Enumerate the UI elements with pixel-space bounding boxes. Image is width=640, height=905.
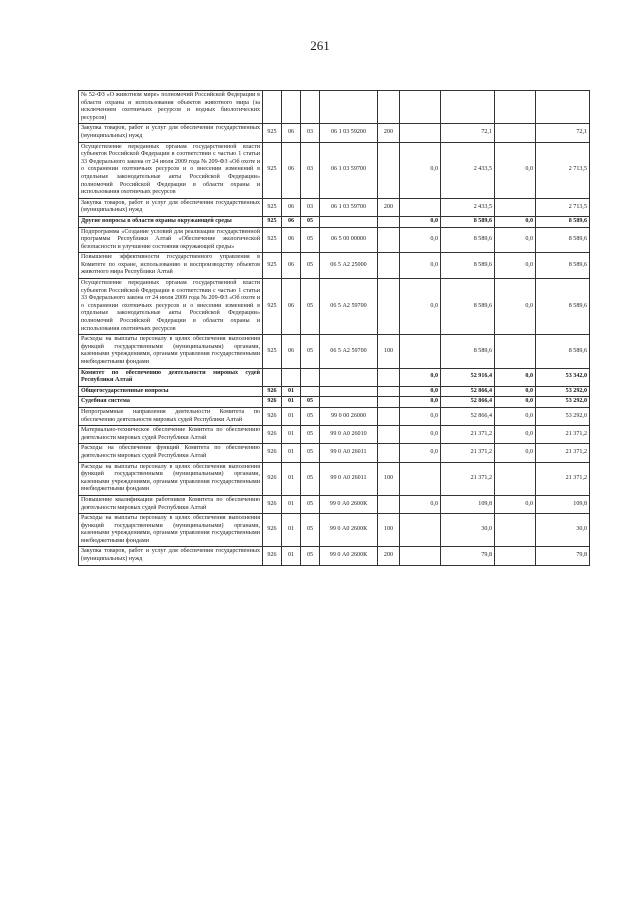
cell-amount-3: 0,0 [495,444,536,462]
cell-section-code: 06 [282,142,301,198]
cell-target-code: 99 0 А0 26010 [320,426,378,444]
cell-name: Другие вопросы в области охраны окружающей среды [79,216,263,227]
table-row [79,91,590,124]
cell-expense-type-code: 100 [378,514,400,547]
cell-target-code: 99 0 А0 2600К [320,495,378,513]
cell-subsection-code: 05 [301,216,320,227]
cell-amount-4: 53 292,0 [536,407,590,425]
cell-amount-1: 0,0 [400,386,441,397]
cell-subsection-code: 05 [301,335,320,368]
cell-amount-2: 79,8 [441,547,495,565]
cell-name: Повышение эффективности государственного управления в Комитете по охране, использованию и воспроизводству объектов животного мира Республики Алтай [79,253,263,279]
cell-expense-type-code [378,91,400,124]
cell-subsection-code: 05 [301,407,320,425]
cell-amount-3: 0,0 [495,426,536,444]
cell-admin-code: 925 [263,253,282,279]
cell-amount-2: 52 916,4 [441,368,495,386]
cell-admin-code: 926 [263,547,282,565]
table-row [79,514,590,547]
table-row [79,397,590,408]
table-row [79,495,590,513]
table-row [79,279,590,335]
cell-amount-1 [400,462,441,495]
cell-expense-type-code [378,142,400,198]
cell-amount-3: 0,0 [495,397,536,408]
cell-subsection-code: 05 [301,397,320,408]
cell-amount-2: 21 371,2 [441,444,495,462]
cell-admin-code: 926 [263,495,282,513]
table-row [79,444,590,462]
cell-amount-2: 109,8 [441,495,495,513]
cell-amount-3: 0,0 [495,227,536,253]
cell-subsection-code: 05 [301,495,320,513]
cell-expense-type-code: 100 [378,462,400,495]
cell-section-code [282,91,301,124]
cell-amount-1 [400,91,441,124]
cell-amount-1: 0,0 [400,216,441,227]
cell-amount-1: 0,0 [400,142,441,198]
cell-amount-4: 109,8 [536,495,590,513]
cell-amount-3: 0,0 [495,407,536,425]
cell-section-code: 06 [282,124,301,142]
cell-amount-3 [495,198,536,216]
cell-admin-code: 925 [263,335,282,368]
cell-amount-2: 52 866,4 [441,386,495,397]
cell-name: Судебная система [79,397,263,408]
cell-target-code: 99 0 А0 2600К [320,514,378,547]
cell-amount-4: 21 371,2 [536,462,590,495]
cell-subsection-code: 05 [301,426,320,444]
cell-expense-type-code: 100 [378,335,400,368]
table-row [79,426,590,444]
cell-amount-2: 8 589,6 [441,279,495,335]
cell-amount-2: 30,0 [441,514,495,547]
cell-admin-code: 925 [263,216,282,227]
cell-amount-4: 53 342,0 [536,368,590,386]
cell-amount-1 [400,198,441,216]
cell-name: Непрограммные направления деятельности Комитета по обеспечению деятельности мировых судей Республики Алтай [79,407,263,425]
cell-amount-1: 0,0 [400,227,441,253]
table-row [79,386,590,397]
cell-section-code: 01 [282,462,301,495]
cell-name: Повышение квалификации работников Комитета по обеспечению деятельности мировых судей Республики Алтай [79,495,263,513]
cell-amount-3 [495,335,536,368]
cell-name: Расходы на выплаты персоналу в целях обеспечения выполнения функций государственными (муниципальными) органами, казенными учреждениями, органами управления государственными внебюджетными фондами [79,514,263,547]
cell-admin-code: 925 [263,198,282,216]
cell-amount-4: 2 713,5 [536,198,590,216]
cell-target-code [320,368,378,386]
cell-amount-1: 0,0 [400,495,441,513]
cell-subsection-code: 05 [301,279,320,335]
cell-admin-code: 925 [263,279,282,335]
cell-target-code [320,91,378,124]
cell-amount-2: 21 371,2 [441,462,495,495]
cell-amount-2: 8 589,6 [441,253,495,279]
cell-amount-2: 72,1 [441,124,495,142]
cell-target-code: 99 0 А0 2600К [320,547,378,565]
cell-amount-4: 8 589,6 [536,216,590,227]
cell-admin-code: 926 [263,462,282,495]
cell-amount-4: 21 371,2 [536,444,590,462]
cell-name: Закупка товаров, работ и услуг для обеспечения государственных (муниципальных) нужд [79,547,263,565]
cell-section-code: 01 [282,444,301,462]
cell-amount-2: 21 371,2 [441,426,495,444]
cell-name: Материально-техническое обеспечение Комитета по обеспечению деятельности мировых судей Республики Алтай [79,426,263,444]
cell-subsection-code [301,386,320,397]
cell-name: Осуществление переданных органам государственной власти субъектов Российской Федерации в соответствии с частью 1 статьи 33 Федерального закона от 24 июля 2009 года № 209-ФЗ «Об охоте и о сохранении охотничьих ресурсов и о внесении изменений в отдельные законодательные акты Российской Федерации» полномочий Российской Федерации в области охраны и использования охотничьих ресурсов [79,142,263,198]
cell-target-code: 99 0 А0 26011 [320,462,378,495]
cell-amount-4: 8 589,6 [536,253,590,279]
cell-amount-3: 0,0 [495,253,536,279]
cell-admin-code: 925 [263,142,282,198]
cell-subsection-code: 05 [301,227,320,253]
cell-expense-type-code: 200 [378,198,400,216]
cell-admin-code: 925 [263,227,282,253]
cell-amount-1 [400,514,441,547]
cell-expense-type-code [378,426,400,444]
cell-amount-1: 0,0 [400,253,441,279]
cell-admin-code: 926 [263,397,282,408]
cell-expense-type-code [378,227,400,253]
cell-subsection-code: 05 [301,514,320,547]
cell-section-code: 01 [282,397,301,408]
cell-amount-2: 2 433,5 [441,142,495,198]
cell-amount-4: 79,8 [536,547,590,565]
cell-amount-3: 0,0 [495,495,536,513]
cell-admin-code: 926 [263,407,282,425]
cell-name: Расходы на обеспечение функций Комитета по обеспечению деятельности мировых судей Республики Алтай [79,444,263,462]
cell-target-code [320,397,378,408]
cell-expense-type-code [378,397,400,408]
cell-expense-type-code [378,386,400,397]
cell-amount-1: 0,0 [400,444,441,462]
cell-amount-4: 8 589,6 [536,227,590,253]
cell-section-code: 06 [282,335,301,368]
cell-name: Расходы на выплаты персоналу в целях обеспечения выполнения функций государственными (муниципальными) органами, казенными учреждениями, органами управления государственными внебюджетными фондами [79,335,263,368]
cell-target-code: 06 5 00 00000 [320,227,378,253]
cell-target-code: 06 5 А2 59700 [320,279,378,335]
cell-target-code: 06 1 03 59200 [320,124,378,142]
cell-target-code: 06 1 03 59700 [320,142,378,198]
cell-section-code: 06 [282,198,301,216]
cell-amount-4: 2 713,5 [536,142,590,198]
cell-amount-2: 52 866,4 [441,407,495,425]
cell-amount-3: 0,0 [495,216,536,227]
cell-subsection-code [301,368,320,386]
cell-section-code: 01 [282,407,301,425]
cell-amount-2: 2 433,5 [441,198,495,216]
cell-amount-3: 0,0 [495,279,536,335]
cell-amount-1 [400,335,441,368]
cell-amount-1 [400,547,441,565]
cell-name: Расходы на выплаты персоналу в целях обеспечения выполнения функций государственными (муниципальными) органами, казенными учреждениями, органами управления государственными внебюджетными фондами [79,462,263,495]
cell-amount-2: 8 589,6 [441,216,495,227]
cell-expense-type-code [378,216,400,227]
cell-expense-type-code [378,279,400,335]
cell-section-code: 01 [282,426,301,444]
cell-name: Общегосударственные вопросы [79,386,263,397]
cell-amount-1: 0,0 [400,368,441,386]
table-row [79,368,590,386]
cell-amount-3 [495,462,536,495]
cell-section-code: 01 [282,386,301,397]
cell-subsection-code: 05 [301,444,320,462]
cell-name: Осуществление переданных органам государственной власти субъектов Российской Федерации в соответствии с частью 1 статьи 33 Федерального закона от 24 июля 2009 года № 209-ФЗ «Об охоте и о сохранении охотничьих ресурсов и о внесении изменений в отдельные законодательные акты Российской Федерации» полномочий Российской Федерации в области охраны и использования охотничьих ресурсов [79,279,263,335]
cell-target-code [320,386,378,397]
budget-table [78,90,590,566]
table-row [79,124,590,142]
table-row [79,142,590,198]
cell-amount-1: 0,0 [400,279,441,335]
cell-admin-code: 926 [263,514,282,547]
cell-section-code: 06 [282,216,301,227]
cell-name: Закупка товаров, работ и услуг для обеспечения государственных (муниципальных) нужд [79,124,263,142]
cell-subsection-code: 03 [301,198,320,216]
cell-amount-4: 21 371,2 [536,426,590,444]
cell-target-code: 99 0 А0 26011 [320,444,378,462]
cell-target-code: 99 0 00 26000 [320,407,378,425]
cell-amount-1: 0,0 [400,407,441,425]
cell-amount-3 [495,514,536,547]
cell-section-code: 01 [282,495,301,513]
cell-expense-type-code [378,407,400,425]
cell-expense-type-code: 200 [378,124,400,142]
cell-amount-4: 72,1 [536,124,590,142]
cell-target-code: 06 5 А2 25000 [320,253,378,279]
cell-target-code: 06 5 А2 59700 [320,335,378,368]
cell-admin-code: 926 [263,386,282,397]
cell-amount-3: 0,0 [495,142,536,198]
cell-amount-4: 8 589,6 [536,335,590,368]
cell-section-code: 06 [282,279,301,335]
cell-section-code: 01 [282,547,301,565]
cell-subsection-code: 03 [301,142,320,198]
cell-admin-code: 926 [263,426,282,444]
cell-amount-4: 8 589,6 [536,279,590,335]
cell-amount-3 [495,124,536,142]
cell-expense-type-code [378,253,400,279]
cell-admin-code: 926 [263,444,282,462]
table-row [79,227,590,253]
cell-section-code: 06 [282,227,301,253]
cell-name: Подпрограмма «Создание условий для реализации государственной программы Республики Алтай «Обеспечение экологической безопасности и улучшение состояния окружающей среды» [79,227,263,253]
cell-amount-4: 53 292,0 [536,397,590,408]
cell-amount-3: 0,0 [495,368,536,386]
cell-expense-type-code: 200 [378,547,400,565]
cell-amount-2: 8 589,6 [441,335,495,368]
cell-name: Закупка товаров, работ и услуг для обеспечения государственных (муниципальных) нужд [79,198,263,216]
table-row [79,335,590,368]
cell-target-code: 06 1 03 59700 [320,198,378,216]
table-row [79,253,590,279]
cell-section-code [282,368,301,386]
cell-admin-code [263,91,282,124]
cell-name: № 52-ФЗ «О животном мире» полномочий Российской Федерации в области охраны и использования объектов животного мира (за исключением охотничьих ресурсов и водных биологических ресурсов) [79,91,263,124]
cell-expense-type-code [378,495,400,513]
cell-amount-2 [441,91,495,124]
cell-subsection-code: 05 [301,547,320,565]
cell-subsection-code [301,91,320,124]
cell-amount-4: 30,0 [536,514,590,547]
cell-amount-1 [400,124,441,142]
page-number: 261 [310,38,330,53]
cell-subsection-code: 05 [301,253,320,279]
cell-expense-type-code [378,368,400,386]
cell-amount-1: 0,0 [400,397,441,408]
table-row [79,462,590,495]
table-row [79,407,590,425]
cell-section-code: 01 [282,514,301,547]
cell-amount-2: 8 589,6 [441,227,495,253]
cell-amount-4 [536,91,590,124]
cell-amount-3: 0,0 [495,386,536,397]
table-row [79,198,590,216]
cell-expense-type-code [378,444,400,462]
cell-name: Комитет по обеспечению деятельности мировых судей Республики Алтай [79,368,263,386]
cell-subsection-code: 05 [301,462,320,495]
cell-amount-4: 53 292,0 [536,386,590,397]
cell-amount-3 [495,547,536,565]
cell-target-code [320,216,378,227]
table-row [79,547,590,565]
cell-admin-code [263,368,282,386]
table-row [79,216,590,227]
cell-admin-code: 925 [263,124,282,142]
cell-amount-3 [495,91,536,124]
cell-amount-2: 52 866,4 [441,397,495,408]
cell-amount-1: 0,0 [400,426,441,444]
cell-subsection-code: 03 [301,124,320,142]
cell-section-code: 06 [282,253,301,279]
